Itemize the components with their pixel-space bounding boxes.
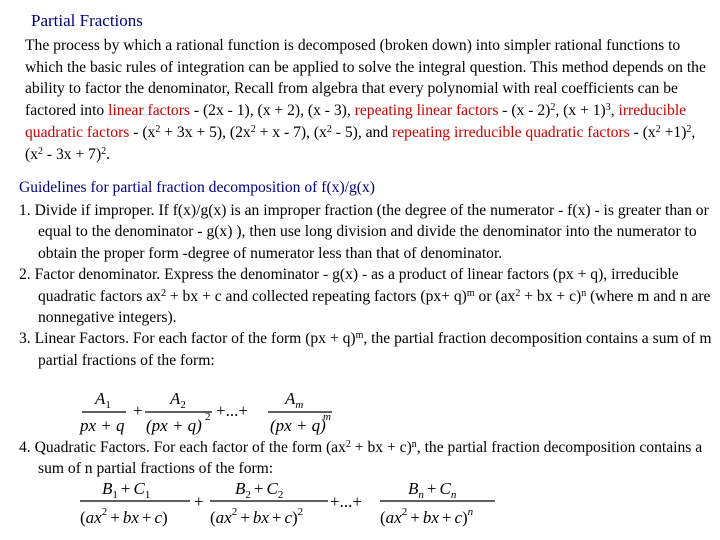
formula2-numerator-1: $B_1 + C_1$ <box>102 479 151 501</box>
intro-text: - 5), and <box>331 123 393 141</box>
exponent: 2 <box>155 123 161 135</box>
exponent: 2 <box>160 287 166 299</box>
intro-text: , (x <box>25 123 696 163</box>
plus-sign: + <box>194 492 204 511</box>
slide-title: Partial Fractions <box>31 11 143 30</box>
intro-text: - 3x + 7) <box>43 145 102 163</box>
guideline-item-1: 1. Divide if improper. If f(x)/g(x) is an improper fraction (the degree of the numerator - f(x) - is greater than or equal to the denominator - g(x) ), then use long division and divide the denominator into the numerator to obtain the proper form -degree of numerator less than that of denominator. <box>19 202 709 262</box>
formula1-numerator-1: $A_1$ <box>95 389 111 411</box>
intro-text: + x - 7), (x <box>255 123 327 141</box>
intro-text: The process by which a rational function is decomposed (broken down) into simpler rational functions to which the basic rules of integration can be applied to solve the integral question. This method depends on the ability to factor the denominator, Recall from algebra that every polynomial with real coefficients can be factored into <box>25 37 706 120</box>
guidelines-heading: Guidelines for partial fraction decomposition of f(x)/g(x) <box>19 179 375 196</box>
exponent: m <box>355 330 364 342</box>
guideline-text: 3. Linear Factors. For each factor of the form (px + q) <box>19 330 356 348</box>
exponent: 2 <box>38 145 43 157</box>
intro-text: - (x - 2) <box>498 102 551 120</box>
exponent: 3 <box>605 102 611 114</box>
formula2-denominator-2: ($ax^2$ + bx + c)$^2$ <box>210 506 304 527</box>
formula1-denominator-2: (px + q) <box>146 416 202 435</box>
exponent: 2 <box>101 145 107 157</box>
exponent: 2 <box>205 411 211 423</box>
guideline-text: + bx + c) <box>520 287 582 305</box>
intro-text: - (x <box>629 123 656 141</box>
term-irreducible-quadratic-factors: irreducible quadratic factors <box>25 102 687 141</box>
formula1-numerator-m: $A_m$ <box>285 389 304 411</box>
exponent: m <box>323 411 331 423</box>
intro-text: + 3x + 5), (2x <box>160 123 251 141</box>
exponent: 2 <box>550 102 556 114</box>
formula1-denominator-1: px + q <box>80 416 125 435</box>
intro-text: +1) <box>660 123 687 141</box>
exponent: n <box>581 287 587 299</box>
intro-text: - (2x - 1), (x + 2), (x - 3), <box>189 102 355 120</box>
guideline-text: or (ax <box>474 287 516 305</box>
exponent: 2 <box>655 123 661 135</box>
guideline-text: + bx + c and collected repeating factors (px+ q) <box>165 287 467 305</box>
formula1-denominator-m: (px + q) <box>270 416 326 435</box>
guideline-text: 4. Quadratic Factors. For each factor of the form (ax <box>19 439 346 456</box>
guideline-text: + bx + c) <box>350 439 412 456</box>
exponent: 2 <box>250 123 256 135</box>
plus-dots: +...+ <box>330 492 362 511</box>
formula2-numerator-2: $B_2 + C_2$ <box>235 479 284 501</box>
guideline-text: 2. Factor denominator. Express the denominator - g(x) - as a product of linear factors (px + q), irreducible quadratic factors ax <box>19 266 679 305</box>
exponent: 2 <box>326 123 332 135</box>
exponent: 2 <box>686 123 692 135</box>
intro-text: , (x + 1) <box>555 102 606 120</box>
exponent: n <box>411 439 417 450</box>
formula2-numerator-n: $B_n + C_n$ <box>408 479 457 501</box>
exponent: 2 <box>515 287 521 299</box>
term-repeating-irreducible-quadratic-factors: repeating irreducible quadratic factors <box>392 123 630 141</box>
guideline-text: (where m and n are nonnegative integers). <box>38 287 711 327</box>
guideline-text: , the partial fraction decomposition contains a sum of n partial fractions of the form: <box>38 439 703 478</box>
formula2-denominator-1: ($ax^2$ + bx + c) <box>80 506 168 527</box>
term-repeating-linear-factors: repeating linear factors <box>354 102 499 120</box>
plus-sign: + <box>133 401 143 420</box>
formula2-denominator-n: ($ax^2$ + bx + c)$^n$ <box>380 506 474 527</box>
plus-dots: +...+ <box>216 401 248 420</box>
exponent: m <box>466 287 475 299</box>
formula1-numerator-2: $A_2$ <box>170 389 186 411</box>
term-linear-factors: linear factors <box>108 102 190 120</box>
guideline-text: , the partial fraction decomposition contains a sum of m partial fractions of the form: <box>38 330 712 369</box>
exponent: 2 <box>345 439 351 450</box>
intro-text: , <box>610 102 619 120</box>
intro-text: - (x <box>129 123 156 141</box>
intro-text: . <box>106 145 111 163</box>
